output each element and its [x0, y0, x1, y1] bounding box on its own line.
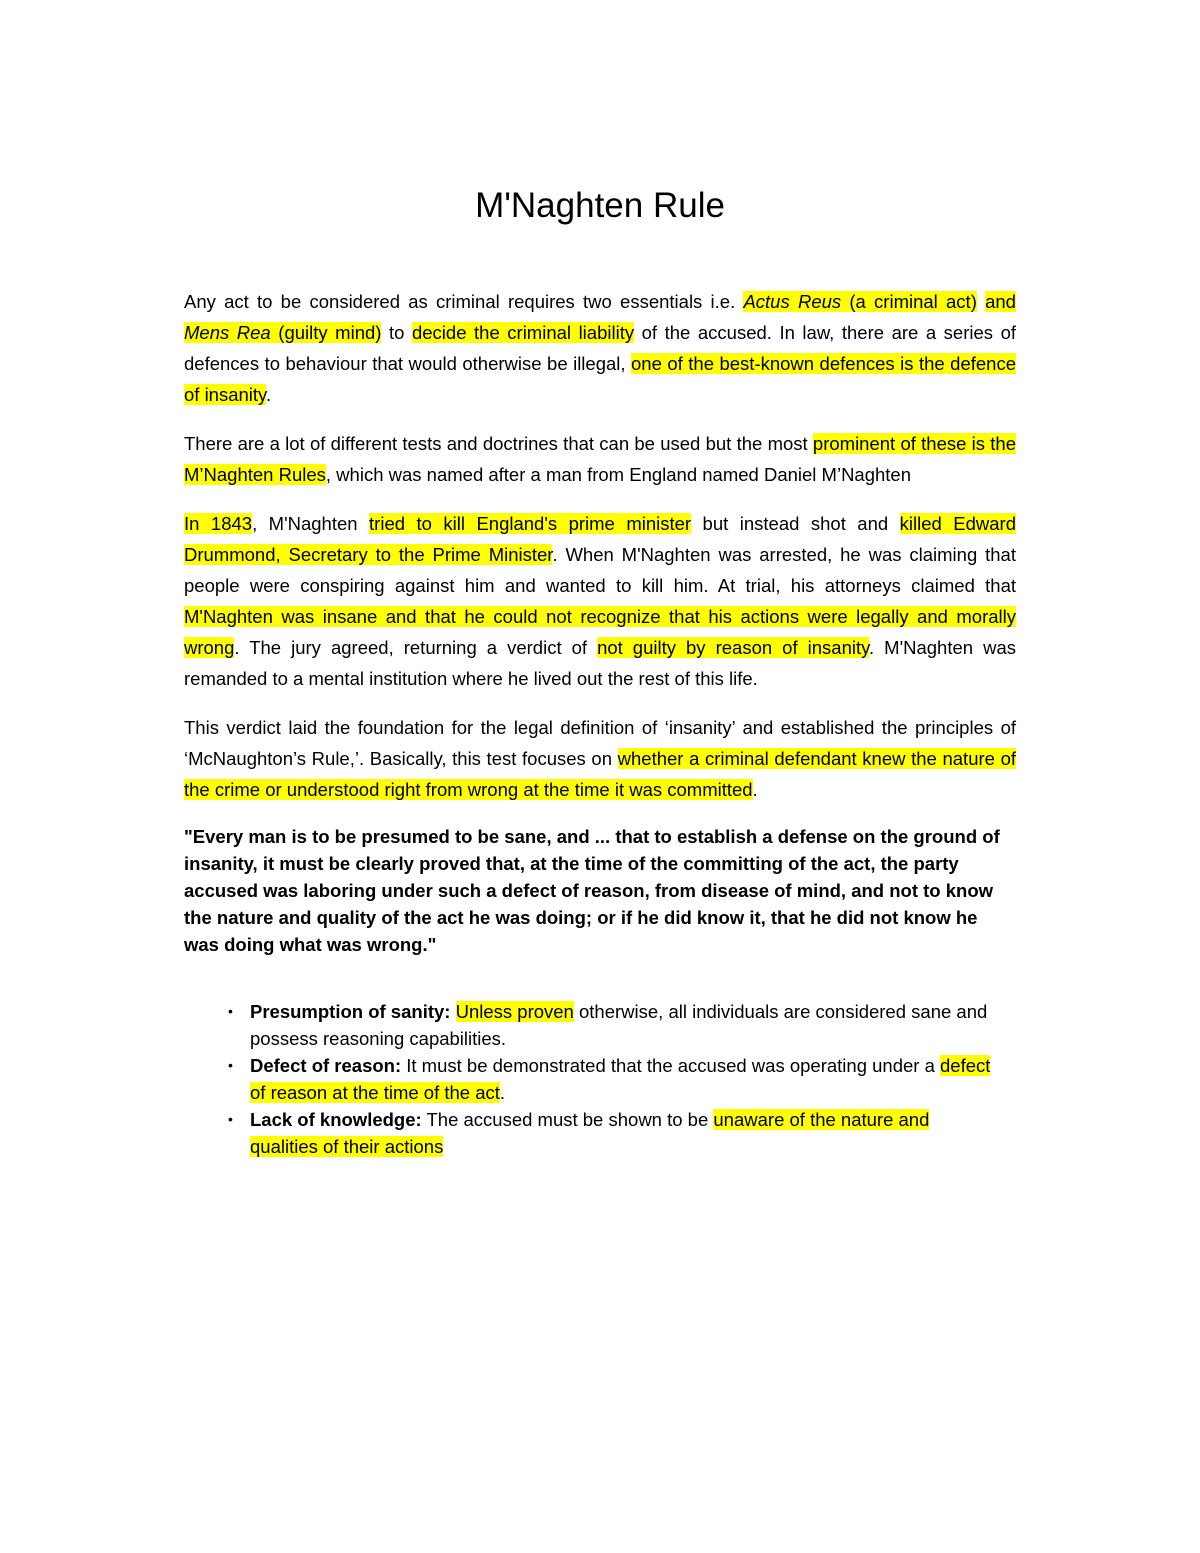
text: . — [265, 384, 272, 405]
text: The accused must be shown to be — [421, 1109, 714, 1130]
text: Any act to be considered as criminal requires two essentials i.e. — [184, 291, 744, 312]
text: . — [752, 779, 758, 800]
page-title: M'Naghten Rule — [475, 186, 725, 225]
paragraph-tests — [184, 428, 1016, 490]
highlight: unaware of the nature and qualities of their actions — [250, 1109, 930, 1157]
paragraph-intro — [184, 286, 1016, 410]
highlight: Unless proven — [455, 1001, 574, 1022]
paragraph-verdict — [184, 712, 1016, 805]
highlight: prominent of these is the M’Naghten Rules — [184, 433, 1016, 485]
paragraph-history — [184, 508, 1016, 694]
text: , which was named after a man from England named Daniel M’Naghten — [325, 464, 912, 485]
text: and — [985, 291, 1016, 312]
mens-rea-term: Mens Rea — [184, 322, 271, 343]
text: to — [381, 322, 412, 343]
highlight: whether a criminal defendant knew the nature of the crime or understood right from wrong at the time it was committed — [184, 748, 1016, 800]
document-body — [184, 286, 1016, 1160]
text — [450, 1001, 455, 1022]
text: (a criminal act) — [841, 291, 977, 312]
text: (guilty mind) — [270, 322, 382, 343]
highlight: M'Naghten was insane and that he could not recognize that his actions were legally and morally wrong — [184, 606, 1016, 658]
text: . — [499, 1082, 506, 1103]
bullet-icon: • — [228, 1003, 233, 1019]
actus-reus-term: Actus Reus — [743, 291, 842, 312]
criteria-list — [184, 998, 1016, 1160]
list-item — [184, 1052, 995, 1106]
list-term: Lack of knowledge: — [250, 1109, 422, 1130]
list-item — [184, 998, 995, 1052]
highlight: tried to kill England's prime minister — [369, 513, 692, 534]
text: . The jury agreed, returning a verdict of — [234, 637, 598, 658]
legal-quote: "Every man is to be presumed to be sane, and ... that to establish a defense on the ground of insanity, it must be clearly proved that, at the time of the committing of the act, the party accused was laboring under such a defect of reason, from disease of mind, and not to know the nature and quality of the act he was doing; or if he did know it, that he did not know he was doing what was wrong." — [184, 826, 1000, 955]
text: but instead shot and — [691, 513, 900, 534]
list-item — [184, 1106, 995, 1160]
text: of the accused. In law, there are a series of defences to behaviour that would otherwise be illegal, — [184, 322, 1017, 374]
highlight: defect of reason at the time of the act — [250, 1055, 991, 1103]
highlight: decide the criminal liability — [411, 322, 635, 343]
text: There are a lot of different tests and doctrines that can be used but the most — [184, 433, 813, 454]
text: , M'Naghten — [252, 513, 370, 534]
highlight: not guilty by reason of insanity — [597, 637, 869, 658]
highlight: killed Edward Drummond, Secretary to the Prime Minister — [184, 513, 1016, 565]
list-term: Defect of reason: — [250, 1055, 402, 1076]
list-term: Presumption of sanity: — [250, 1001, 451, 1022]
highlight: In 1843 — [184, 513, 253, 534]
highlight — [743, 291, 976, 312]
text: . When M'Naghten was arrested, he was claiming that people were conspiring against him and wanted to kill him. At trial, his attorneys claimed that — [184, 544, 1016, 596]
text: It must be demonstrated that the accused was operating under a — [401, 1055, 941, 1076]
highlight: one of the best-known defences is the defence of insanity — [184, 353, 1016, 405]
text: This verdict laid the foundation for the legal definition of ‘insanity’ and established the principles of ‘McNaughton’s Rule,’. Basically, this test focuses on — [184, 717, 1016, 769]
text: otherwise, all individuals are considered sane and possess reasoning capabilities. — [250, 1001, 988, 1049]
bullet-icon: • — [228, 1057, 233, 1073]
text: . M'Naghten was remanded to a mental institution where he lived out the rest of this life. — [184, 637, 1016, 689]
bullet-icon: • — [228, 1111, 233, 1127]
